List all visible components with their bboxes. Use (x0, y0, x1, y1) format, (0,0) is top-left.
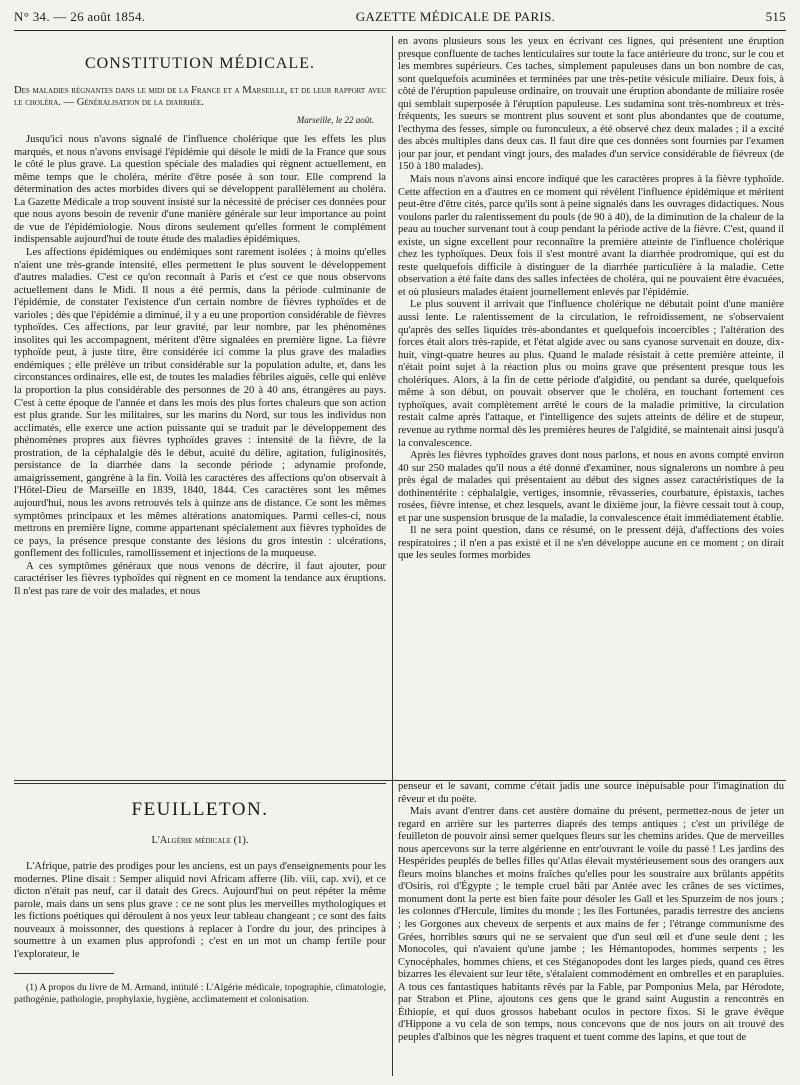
feuilleton-title: FEUILLETON. (131, 799, 269, 820)
feuilleton-right-column (398, 781, 784, 1081)
paragraph: Après les fièvres typhoïdes graves dont nous parlons, et nous en avons compté environ 40 sur 250 malades qu'il nous a été donné d'examiner, nous signalerons un nombre à peu près égal de malades qui présentaient au début des signes assez caractéristiques de la dothinentérite : céphalalgie, vertiges, insomnie, rêvasseries, courbature, épistaxis, taches rosées, fièvre intense, et chez lesquels, avant le dixième jour, la fièvre cessait tout à coup, et par une suspension brusque de la maladie, la convalescence était immédiatement établie. (398, 450, 784, 524)
dateline: Marseille, le 22 août. (296, 114, 374, 125)
feuilleton-subtitle: L'Algérie médicale (1). (151, 834, 249, 846)
paragraph: A ces symptômes généraux que nous venons de décrire, il faut ajouter, pour caractériser les fièvres typhoïdes qui règnent en ce moment la tendance aux éruptions. Il n'est pas rare de voir des malades, et nous (14, 560, 386, 597)
page-header (14, 6, 786, 28)
paragraph: Mais avant d'entrer dans cet austère domaine du présent, permettez-nous de jeter un regard en arrière sur les parterres diaprés des temps antiques ; c'est un privilége de feuilleton de pouvoir ainsi semer quelques fleurs sur les chemins arides. Que de merveilles nous apercevons sur la terre algérienne en entr'ouvrant le voile du passé ! Les jardins des Hespérides peuplés de belles filles qu'Atlas élevait mystérieusement sous des orangers aux fleurs moins blanches et moins fraîches qu'elles pour les soustraire aux brûlants appétits d'Osiris, roi d'Égypte ; le temple cruel bâti par Antée avec les crânes de ses victimes, monument dont la perte est bien faite pour désoler les Gall et les Spurzeim de nos jours ; les colonnes d'Hercule, limites du monde ; les îles Fortunées, paradis terrestre des anciens ; les Gorgones aux cheveux de serpents et aux mains de fer ; l'étrange communisme des Grées, horribles sœurs qui ne se servaient que d'un seul œil et d'une seule dent ; les Monocoles, qui n'avaient qu'une jambe ; les Hémantopodes, hommes serpents ; les Cynocéphales, hommes chiens, et ces Stéganopodes dont les larges pieds, quand ces êtres bizarres les élevaient sur leur tête, s'étalaient commodément en ombrelles et en parapluies. A tous ces fantastiques habitants rêvés par la Fable, par Pomponius Mela, par Hérodote, par Strabon et Pline, ajoutons ces gens que le grand saint Augustin a rencontrés en Éthiopie, et qui duos grossos habebant oculos in pectore fixos. Si le grave évêque d'Hippone a vu cela de son temps, nous concevons que de nos jours on ait trouvé des peuples d'albinos que les nègres traquent et tuent comme des lapins, et que tout de (398, 806, 784, 1043)
header-rule (14, 30, 786, 31)
paragraph: penseur et le savant, comme c'était jadis une source inépuisable pour l'imagination du rêveur et du poëte. (398, 781, 784, 805)
paragraph: Le plus souvent il arrivait que l'influence cholérique ne débutait point d'une manière aussi lente. Le ralentissement de la circulation, le refroidissement, ne s'observaient qu'après des selles liquides très-abondantes et quelquefois incoercibles ; l'altération des forces était alors très-rapide, et l'état algide avec ou sans cyanose survenait en douze, dix-huit, vingt-quatre heures au plus. Quand le malade résistait à cette première atteinte, il n'était point sujet à la réaction plus ou moins grave que présentent presque tous les cholériques. Alors, à la fin de cette période d'algidité, ou pendant sa durée, quelquefois même à son début, on pouvait observer que le choléra, en touchant fortement ces typhoïques, avait complètement arrêté le cours de la maladie primitive, la circulation restait calme après l'attaque, et l'intelligence des sujets atteints de délire et de stupeur, revenue au rythme normal dès les premières heures de l'algidité, se maintenait ainsi jusqu'à la convalescence. (398, 299, 784, 449)
article-subtitle: Des maladies régnantes dans le midi de la France et a Marseille, et de leur rapport avec le choléra. — Généralisation de la diarrhée. (14, 84, 386, 109)
paragraph: en avons plusieurs sous les yeux en écrivant ces lignes, qui présentent une éruption presque confluente de taches lenticulaires sur toute la face antérieure du tronc, sur le cou et les membres supérieurs. Ces taches, simplement papuleuses dans un bon nombre de cas, sont quelquefois acuminées et terminées par une très-petite vésicule miliaire. Deux fois, à côté de l'éruption papuleuse ordinaire, on trouvait une éruption abondante de miliaire rosée qui semblait superposée à l'éruption papuleuse. Les sudamina sont très-nombreux et très-fréquents, les sueurs se montrent plus souvent et sont plus abondantes que de coutume, l'ecthyma des fesses, simple ou furonculeux, a été observé chez deux malades ; il a excité des abcès multiples dans deux cas. Il faut dire que ces données sont fournies par l'examen jour par jour, et pendant vingt jours, des malades d'un service considérable de fiévreux (de 150 à 180 malades). (398, 36, 784, 173)
footnote: (1) A propos du livre de M. Armand, intitulé : L'Algérie médicale, topographie, climatologie, pathogénie, pathologie, prophylaxie, hygiène, acclimatement et colonisation. (14, 982, 386, 1005)
paragraph: Mais nous n'avons ainsi encore indiqué que les caractères propres à la fièvre typhoïde. Cette affection en a d'autres en ce moment qui révèlent l'influence épidémique et méritent peut-être d'être cités, parce qu'ils sont à peine signalés dans les ouvrages didactiques. Nous voulons parler du ralentissement du pouls (de 90 à 40), de la diminution de la chaleur de la peau au toucher survenant tout à coup pendant la période active de la fièvre. C'est, quand il existe, un signe excellent pour reconnaître la première atteinte de l'influence cholérique chez les typhoïques. Deux fois il s'est montré avant la diarrhée prodromique, qui est du reste quelquefois difficile à distinguer de la diarrhée particulière à la maladie. Cette observation a été faite dans des salles infectées de choléra, qui ne pouvaient être évacuées, et où plusieurs malades étaient journellement enlevés par l'épidémie. (398, 174, 784, 298)
paragraph: L'Afrique, patrie des prodiges pour les anciens, est un pays d'enseignements pour les modernes. Pline disait : Semper aliquid novi Africam afferre (lib. viii, cap. xvi), et ce dicton n'était pas neuf, car il datait des Grecs. Aujourd'hui on peut répéter la même parole, mais dans un sens plus grave : ce ne sont plus les merveilles mythologiques et les fictions poétiques qui déroulent à nos yeux leur tableau changeant ; ce sont des faits nouveaux à moissonner, des questions à replacer à l'ordre du jour, des principes à soumettre à un examen plus approfondi ; c'est en un mot un champ fertile pour l'explorateur, le (14, 861, 386, 960)
issue-date: N° 34. — 26 août 1854. (14, 9, 146, 24)
feuilleton-rule-double (14, 783, 386, 784)
paragraph: Les affections épidémiques ou endémiques sont rarement isolées ; à moins qu'elles n'aient une très-grande intensité, elles permettent le plus souvent le développement d'autres maladies. C'est ce qu'on reconnaît à Paris et c'est ce que nous observons actuellement dans le Midi. Il nous a été permis, dans la période culminante de l'épidémie, de constater l'existence d'un certain nombre de fièvres typhoïdes et de varioles ; dès que l'épidémie a diminué, il y a eu une proportion considérable de fièvres typhoïdes. Ces affections, par leur gravité, par leur nombre, par les phénomènes insolites qui les accompagnent, méritent d'être signalées en première ligne. La fièvre typhoïde peut, à juste titre, être considérée ici comme la plus grave des maladies endémiques ; elle prélève un tribut considérable sur la population adulte, et, dans les circonstances ordinaires, elle est, de toutes les maladies fébriles aiguës, celle qui enlève la proportion la plus considérable des personnes de 20 à 40 ans, étrangères au pays. C'est à cette époque de l'année et dans les mois des plus fortes chaleurs que son action est plus grande. Sur les militaires, sur les marins du Nord, sur tous les individus non acclimatés, elle exerce une action puissante qui se traduit par le développement des phénomènes propres aux fièvres typhoïdes graves : intensité de la fièvre, de la prostration, de la céphalalgie dès le début, acuité du délire, agitation, fuliginosités, persistance de la diarrhée dans la seconde période ; adynamie profonde, amaigrissement, gangrène à la fin. Voilà les caractères des affections qu'on observait à l'Hôtel-Dieu de Marseille en 1839, 1840, 1844. Ces caractères sont les mêmes aujourd'hui, nous les avons retrouvés tels à quinze ans de distance. Ce sont les mêmes symptômes principaux et les mêmes altérations anatomiques. Parmi celles-ci, nous mettrons en première ligne, comme appartenant spécialement aux fièvres typhoïdes de ce pays, la présence presque constante des lésions du gros intestin : ulcérations, gonflement des follicules, ramollissement et injections de la muqueuse. (14, 247, 386, 560)
paragraph: Il ne sera point question, dans ce résumé, on le pressent déjà, d'affections des voies respiratoires ; il n'en a pas existé et il ne s'en développe aucune en ce moment ; on dirait que les seules formes morbides (398, 525, 784, 562)
article-right-column (398, 36, 784, 774)
feuilleton-left-column (14, 790, 386, 1080)
paragraph: Jusqu'ici nous n'avons signalé de l'influence cholérique que les effets les plus marqués, et nous n'avons envisagé l'épidémie qui désole le midi de la France que sous le côté le plus grave. La question spéciale des maladies qui règnent actuellement, en même temps que le choléra, mérite d'être posée à son tour. Elle comprend la détermination des actes morbides divers qui se développent parallèlement au choléra. La Gazette Médicale a trop souvent insisté sur la nécessité de préciser ces données pour que nous ayons besoin de revenir d'une manière générale sur leur importance au point de vue de l'épidémiologie. Nous dirons seulement qu'elles forment le complément indispensable aujourd'hui de toute étude des maladies épidémiques. (14, 134, 386, 246)
page-number: 515 (765, 9, 786, 24)
section-title: CONSTITUTION MÉDICALE. (85, 55, 315, 72)
column-divider (392, 36, 393, 1076)
article-left-column (14, 36, 386, 774)
footnote-rule (14, 973, 114, 974)
journal-title: GAZETTE MÉDICALE DE PARIS. (355, 9, 556, 24)
